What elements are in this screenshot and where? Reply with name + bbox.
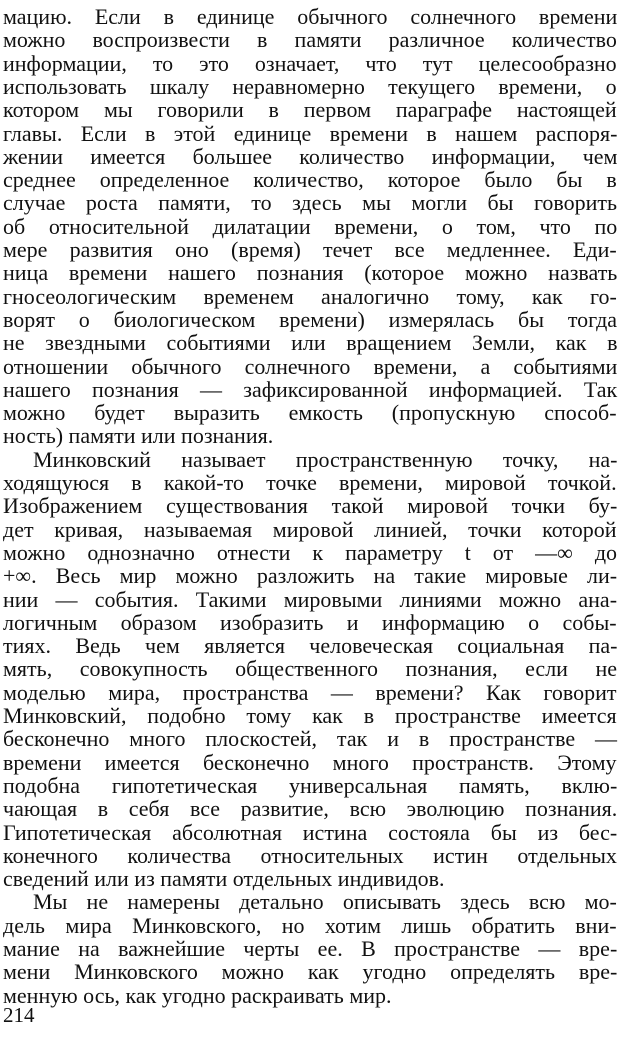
text-line: можно однозначно отнести к параметру t от —∞ до bbox=[3, 539, 618, 565]
text-line: главы. Если в этой единице времени в нашем распоря- bbox=[3, 120, 618, 146]
text-line: об относительной дилатации времени, о том, что по bbox=[3, 213, 618, 239]
text-line: менную ось, как угодно раскраивать мир. bbox=[3, 982, 392, 1008]
text-line: ходящуюся в какой-то точке времени, мировой точкой. bbox=[3, 470, 617, 495]
text-line: мере развития оно (время) течет все медленнее. Еди- bbox=[3, 237, 617, 262]
text-line: тиях. Ведь чем является человеческая социальная па- bbox=[3, 633, 618, 659]
text-line: Гипотетическая абсолютная истина состояла бы из бес- bbox=[3, 819, 618, 845]
text-line: можно будет выразить емкость (пропускную способ- bbox=[3, 400, 617, 426]
text-line: ница времени нашего познания (которое можно назвать bbox=[3, 260, 618, 286]
text-line: Мы не намерены детально описывать здесь всю мо- bbox=[33, 889, 617, 915]
text-line: мять, совокупность общественного познания, если не bbox=[3, 656, 617, 682]
text-line: не звездными событиями или вращением Земли, как в bbox=[3, 330, 618, 356]
text-line: использовать шкалу неравномерно текущего времени, о bbox=[3, 73, 617, 99]
text-line: жении имеется большее количество информации, чем bbox=[3, 143, 618, 169]
text-line: информации, то это означает, что тут целесообразно bbox=[3, 50, 617, 76]
text-line: мацию. Если в единице обычного солнечного времени bbox=[3, 4, 618, 29]
text-line: среднее определенное количество, которое было бы в bbox=[3, 167, 617, 193]
text-line: чающая в себя все развитие, всю эволюцию познания. bbox=[3, 796, 618, 822]
text-line: мание на важнейшие черты ее. В пространстве — вре- bbox=[3, 936, 618, 961]
text-line: нашего познания — зафиксированной информацией. Так bbox=[3, 376, 618, 402]
page-number: 214 bbox=[3, 1003, 35, 1027]
text-line: мени Минковского можно как угодно определять вре- bbox=[3, 959, 618, 985]
text-line: конечного количества относительных истин отдельных bbox=[3, 842, 617, 868]
text-line: Минковский, подобно тому как в пространстве имеется bbox=[3, 703, 617, 728]
text-line: дет кривая, называемая мировой линией, точки которой bbox=[3, 516, 617, 542]
text-line: сведений или из памяти отдельных индивидов. bbox=[3, 866, 445, 892]
text-line: Изображением существования такой мировой точки бу- bbox=[3, 493, 618, 519]
text-line: можно воспроизвести в памяти различное количество bbox=[3, 27, 617, 53]
text-line: дель мира Минковского, но хотим лишь обратить вни- bbox=[3, 912, 617, 938]
text-line: +∞. Весь мир можно разложить на такие мировые ли- bbox=[3, 563, 618, 589]
text-line: Минковский называет пространственную точку, на- bbox=[33, 446, 618, 472]
text-line: подобна гипотетическая универсальная память, вклю- bbox=[3, 772, 618, 798]
text-line: нии — события. Такими мировыми линиями можно ана- bbox=[3, 586, 618, 612]
text-line: ворят о биологическом времени) измерялась бы тогда bbox=[3, 306, 618, 332]
text-line: логичным образом изобразить и информацию о собы- bbox=[3, 609, 617, 635]
text-line: случае роста памяти, то здесь мы могли бы говорить bbox=[3, 190, 618, 216]
text-line: котором мы говорили в первом параграфе настоящей bbox=[3, 97, 617, 123]
text-line: времени имеется бесконечно много пространств. Этому bbox=[3, 749, 617, 775]
text-line: гносеологическим временем аналогично тому, как го- bbox=[3, 283, 617, 309]
text-line: моделью мира, пространства — времени? Как говорит bbox=[3, 679, 617, 705]
text-line: бесконечно много плоскостей, так и в пространстве — bbox=[3, 726, 618, 752]
text-line: отношении обычного солнечного времени, а событиями bbox=[3, 353, 618, 379]
text-line: ность) памяти или познания. bbox=[3, 423, 274, 449]
